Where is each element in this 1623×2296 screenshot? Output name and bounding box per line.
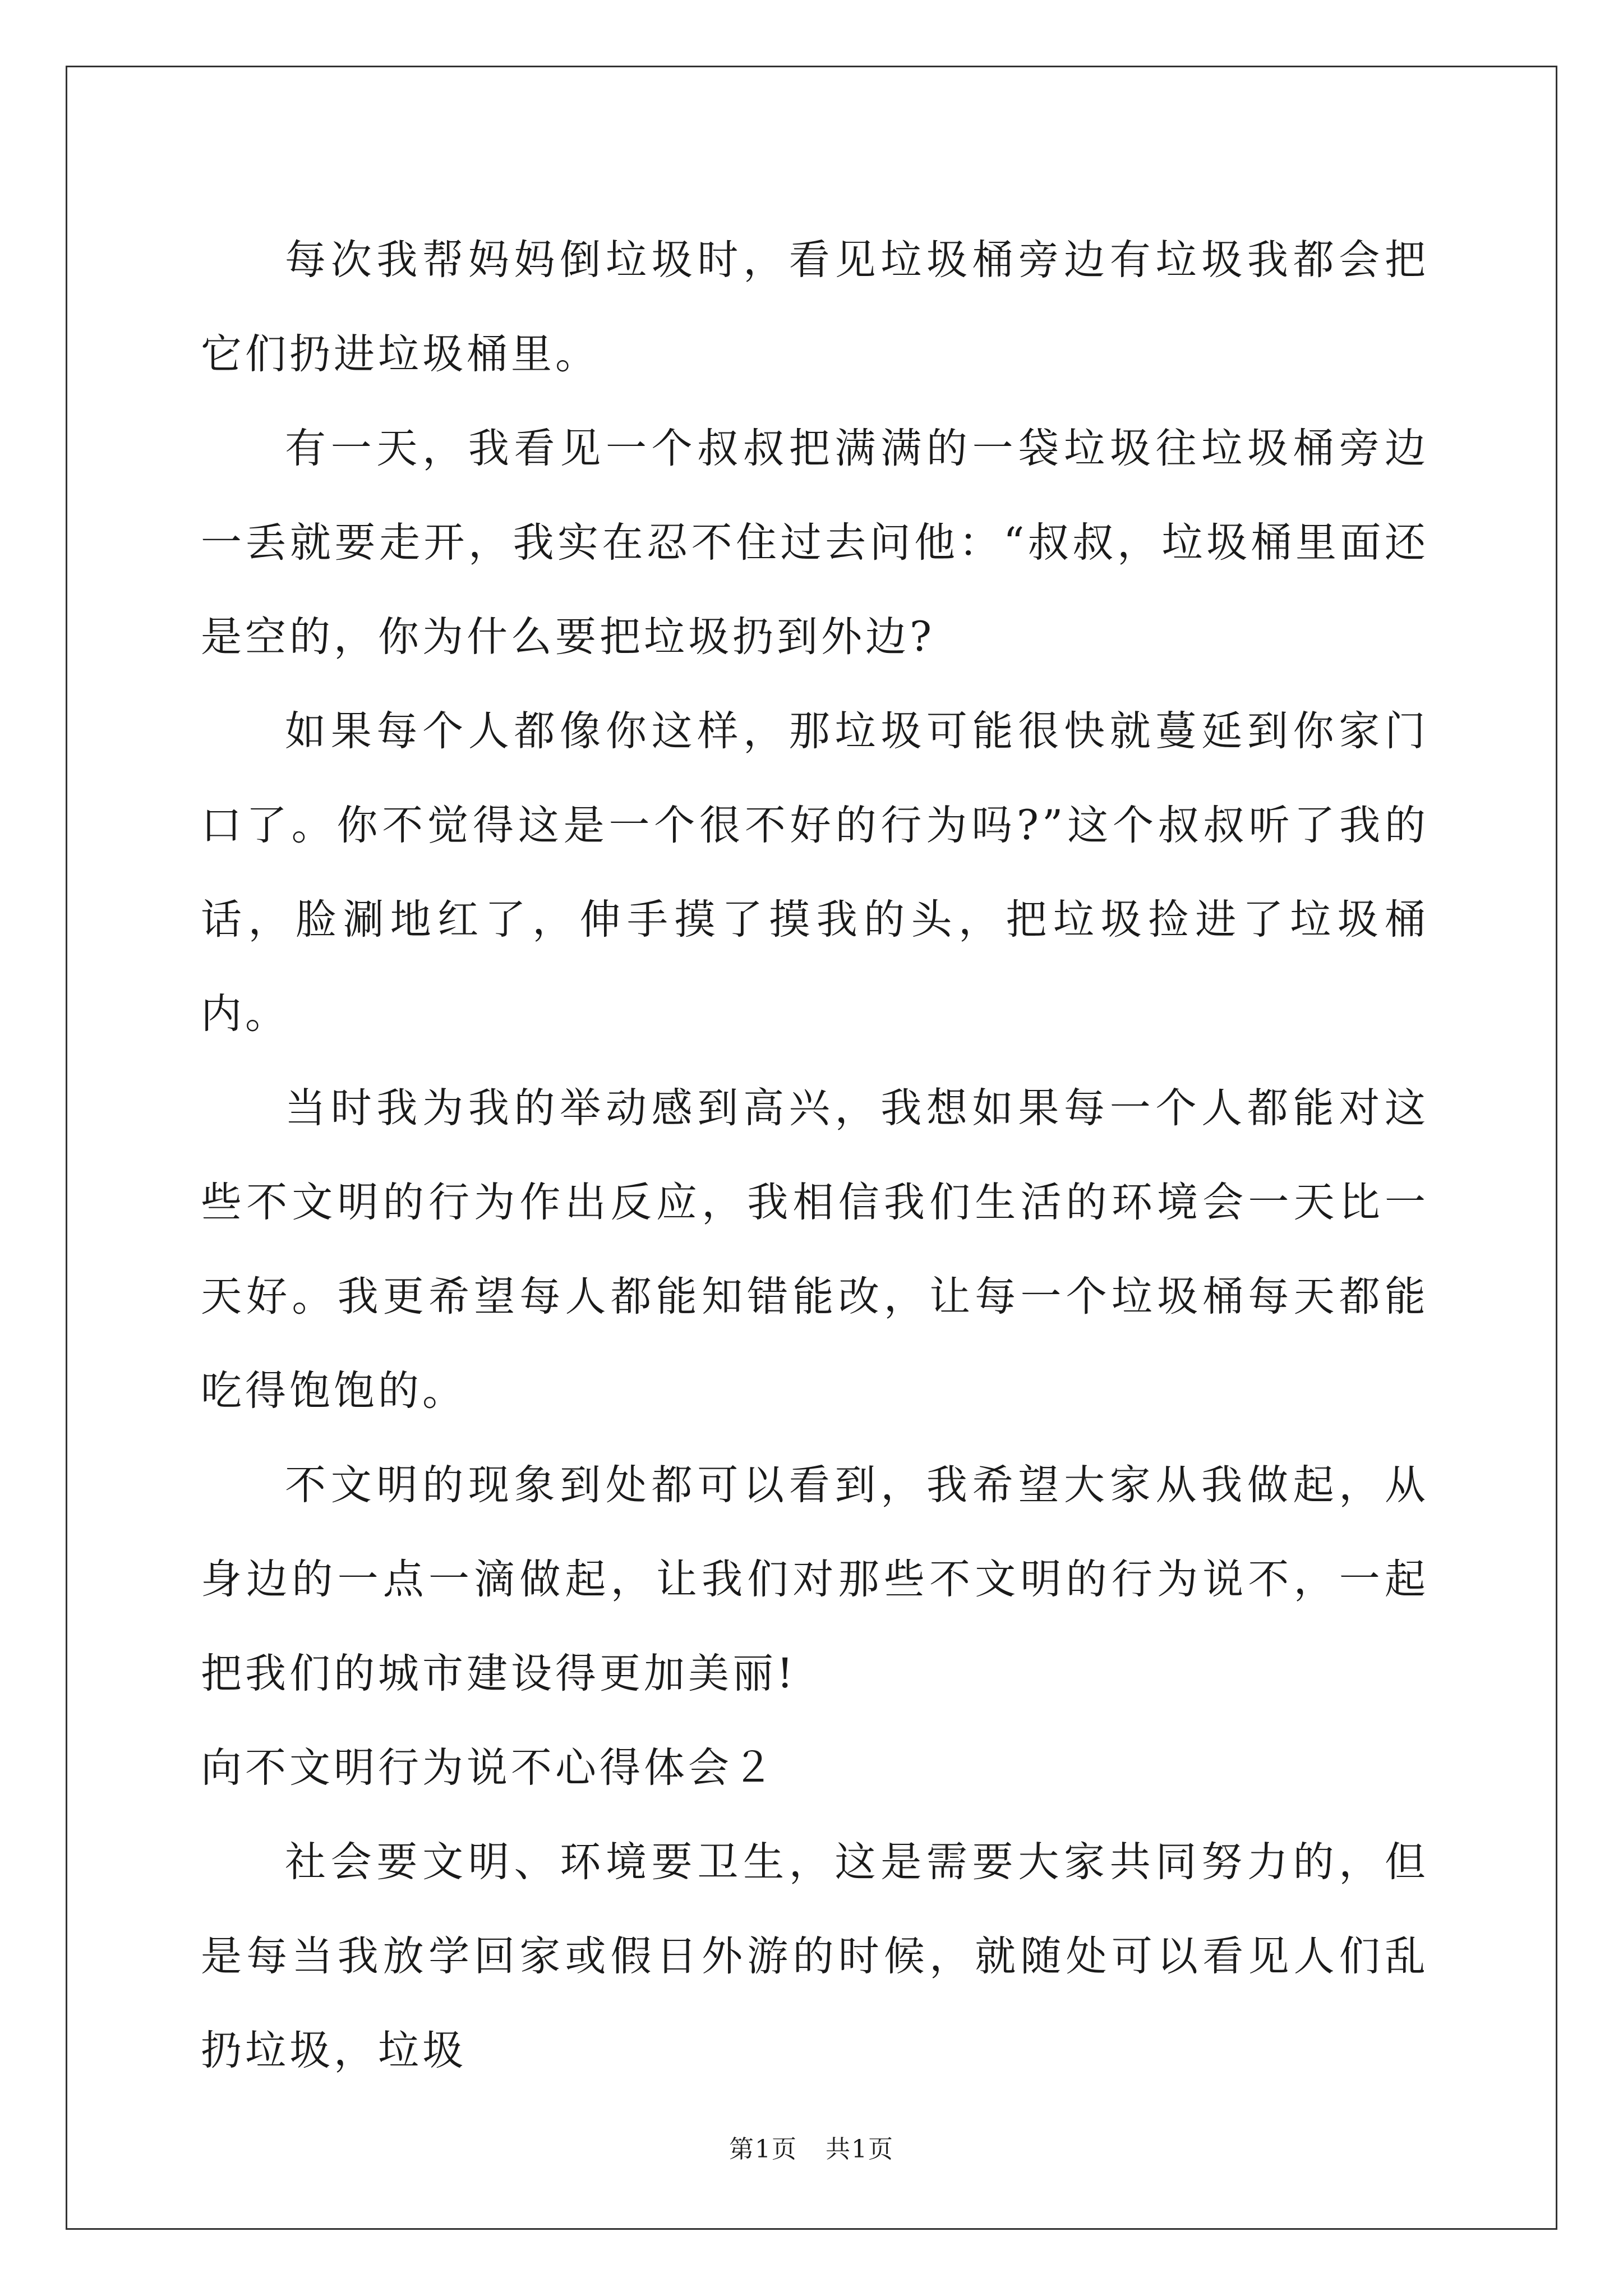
paragraph: 当时我为我的举动感到高兴，我想如果每一个人都能对这些不文明的行为作出反应，我相信我们生活的环境会一天比一天好。我更希望每人都能知错能改，让每一个垃圾桶每天都能吃得饱饱的。 bbox=[201, 1084, 1429, 1415]
paragraph: 如果每个人都像你这样，那垃圾可能很快就蔓延到你家门口了。你不觉得这是一个很不好的行为吗?”这个叔叔听了我的话，脸涮地红了，伸手摸了摸我的头，把垃圾捡进了垃圾桶内。 bbox=[201, 707, 1429, 1038]
paragraph: 不文明的现象到处都可以看到，我希望大家从我做起，从身边的一点一滴做起，让我们对那些不文明的行为说不，一起把我们的城市建设得更加美丽! bbox=[201, 1461, 1429, 1697]
page-footer bbox=[0, 2129, 1623, 2165]
page-total: 共1页 bbox=[826, 2135, 894, 2164]
paragraph: 社会要文明、环境要卫生，这是需要大家共同努力的，但是每当我放学回家或假日外游的时候，就随处可以看见人们乱扔垃圾，垃圾 bbox=[201, 1838, 1429, 2074]
section-heading: 向不文明行为说不心得体会２ bbox=[201, 1744, 777, 1792]
paragraph: 有一天，我看见一个叔叔把满满的一袋垃圾往垃圾桶旁边一丢就要走开，我实在忍不住过去问他：“叔叔，垃圾桶里面还是空的，你为什么要把垃圾扔到外边? bbox=[201, 425, 1429, 661]
page-number: 第1页 bbox=[729, 2135, 797, 2164]
document-body bbox=[201, 213, 1429, 2098]
paragraph: 每次我帮妈妈倒垃圾时，看见垃圾桶旁边有垃圾我都会把它们扔进垃圾桶里。 bbox=[201, 236, 1429, 378]
